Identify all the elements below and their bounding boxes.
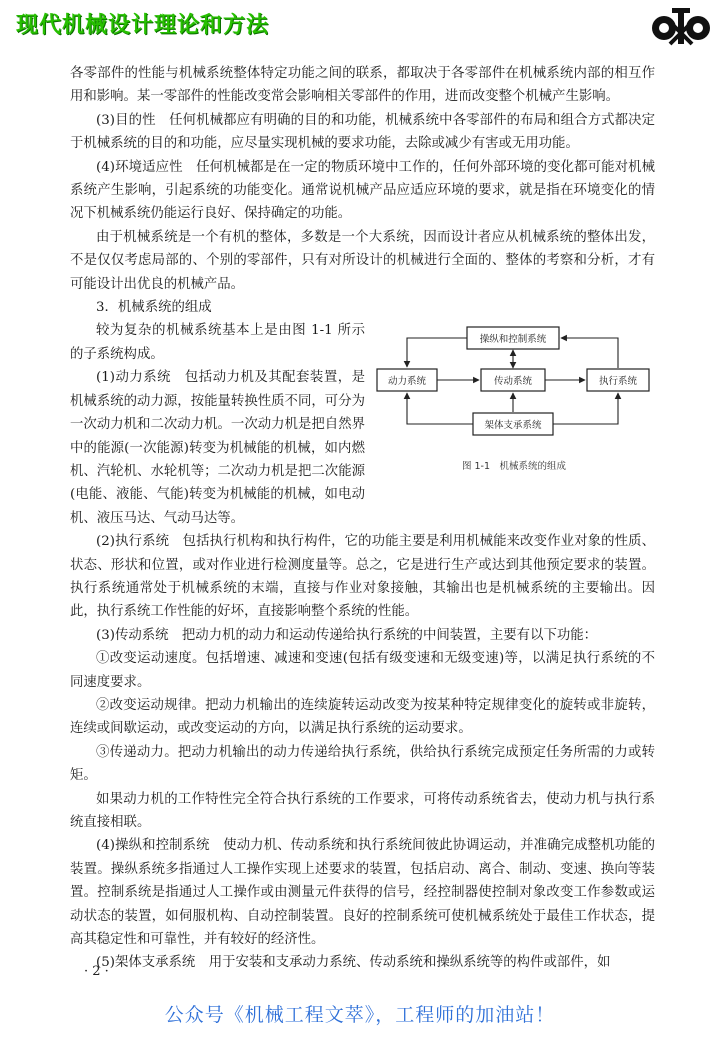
book-title: 现代机械设计理论和方法 xyxy=(16,13,270,38)
paragraph: 如果动力机的工作特性完全符合执行系统的工作要求，可将传动系统省去，使动力机与执行系统直接相联。 xyxy=(70,791,655,830)
system-diagram xyxy=(373,321,655,461)
arrow-support-to-execution xyxy=(553,393,618,424)
paragraph: (2)执行系统 包括执行机构和执行构件，它的功能主要是利用机械能来改变作业对象的性质、状态、形状和位置，或对作业进行检测度量等。总之，它是进行生产或达到其他预定要求的装置。执行系统通常处于机械系统的末端，直接与作业对象接触，其输出也是机械系统的主要输出。因此，执行系统工作性能的好坏，直接影响整个系统的性能。 xyxy=(70,534,655,620)
paragraph: ①改变运动速度。包括增速、减速和变速(包括有级变速和无级变速)等，以满足执行系统的不同速度要求。 xyxy=(70,651,655,690)
paragraph: 由于机械系统是一个有机的整体，多数是一个大系统，因而设计者应从机械系统的整体出发，不是仅仅考虑局部的、个别的零部件，只有对所设计的机械进行全面的、整体的考察和分析，才有可能设计出优良的机械产品。 xyxy=(70,229,655,292)
arrow-execution-to-control xyxy=(561,338,618,368)
paragraph: (1)动力系统 包括动力机及其配套装置，是机械系统的动力源，按能量转换性质不同，可分为一次动力机和二次动力机。一次动力机是把自然界中的能源(一次能源)转变为机械能的机械，如内燃机、汽轮机、水轮机等；二次动力机是把二次能源(电能、液能、气能)转变为机械能的机械，如电动机、液压马达、气动马达等。 xyxy=(70,370,365,526)
paragraph: ③传递动力。把动力机输出的动力传递给执行系统，供给执行系统完成预定任务所需的力或转矩。 xyxy=(70,744,655,784)
paragraph: (4)操纵和控制系统 使动力机、传动系统和执行系统间彼此协调运动，并准确完成整机功能的装置。操纵系统多指通过人工操作实现上述要求的装置，包括启动、离合、制动、变速、换向等装置。控制系统是指通过人工操作或由测量元件获得的信号，经控制器使控制对象改变工作参数或运动状态的装置，如伺服机构、自动控制装置。良好的控制系统可使机械系统处于最佳工作状态，提高其稳定性和可靠性，并有较好的经济性。 xyxy=(70,838,655,948)
page-body xyxy=(70,62,655,975)
box-control-system-label: 操纵和控制系统 xyxy=(479,334,547,346)
publisher-logo-icon xyxy=(650,4,712,48)
footer-banner: 公众号《机械工程文萃》，工程师的加油站！ xyxy=(164,1004,556,1026)
paragraph: ②改变运动规律。把动力机输出的连续旋转运动改变为按某种特定规律变化的旋转或非旋转，连续或间歇运动，或改变运动的方向，以满足执行系统的运动要求。 xyxy=(70,697,655,737)
box-power-system-label: 动力系统 xyxy=(387,376,427,388)
paragraph: (3)传动系统 把动力机的动力和运动传递给执行系统的中间装置，主要有以下功能： xyxy=(96,627,598,643)
box-support-system-label: 架体支承系统 xyxy=(484,420,542,432)
paragraph: (3)目的性 任何机械都应有明确的目的和功能，机械系统中各零部件的布局和组合方式都决定于机械系统的目的和功能，应尽量实现机械的要求功能，去除或减少有害或无用功能。 xyxy=(70,112,655,152)
box-transmission-system-label: 传动系统 xyxy=(493,376,533,388)
section-heading: 3．机械系统的组成 xyxy=(96,300,212,316)
paragraph: (4)环境适应性 任何机械都是在一定的物质环境中工作的，任何外部环境的变化都可能对机械系统产生影响，引起系统的功能变化。通常说机械产品应适应环境的要求，就是指在环境变化的情况下机械系统仍能运行良好、保持确定的功能。 xyxy=(70,159,655,222)
paragraph: 较为复杂的机械系统基本上是由图 1-1 所示的子系统构成。 xyxy=(70,323,365,362)
box-execution-system-label: 执行系统 xyxy=(598,376,638,388)
arrow-support-to-power xyxy=(407,393,473,424)
arrow-control-to-power xyxy=(407,338,467,367)
figure-caption: 图 1-1 机械系统的组成 xyxy=(461,461,567,473)
page-number: · 2 · xyxy=(84,964,109,979)
figure-mechanical-system xyxy=(373,321,655,483)
paragraph: (5)架体支承系统 用于安装和支承动力系统、传动系统和操纵系统等的构件或部件，如 xyxy=(96,955,611,971)
page-header xyxy=(0,0,720,52)
paragraph: 各零部件的性能与机械系统整体特定功能之间的联系，都取决于各零部件在机械系统内部的相互作用和影响。某一零部件的性能改变常会影响相关零部件的作用，进而改变整个机械产生影响。 xyxy=(70,66,655,105)
